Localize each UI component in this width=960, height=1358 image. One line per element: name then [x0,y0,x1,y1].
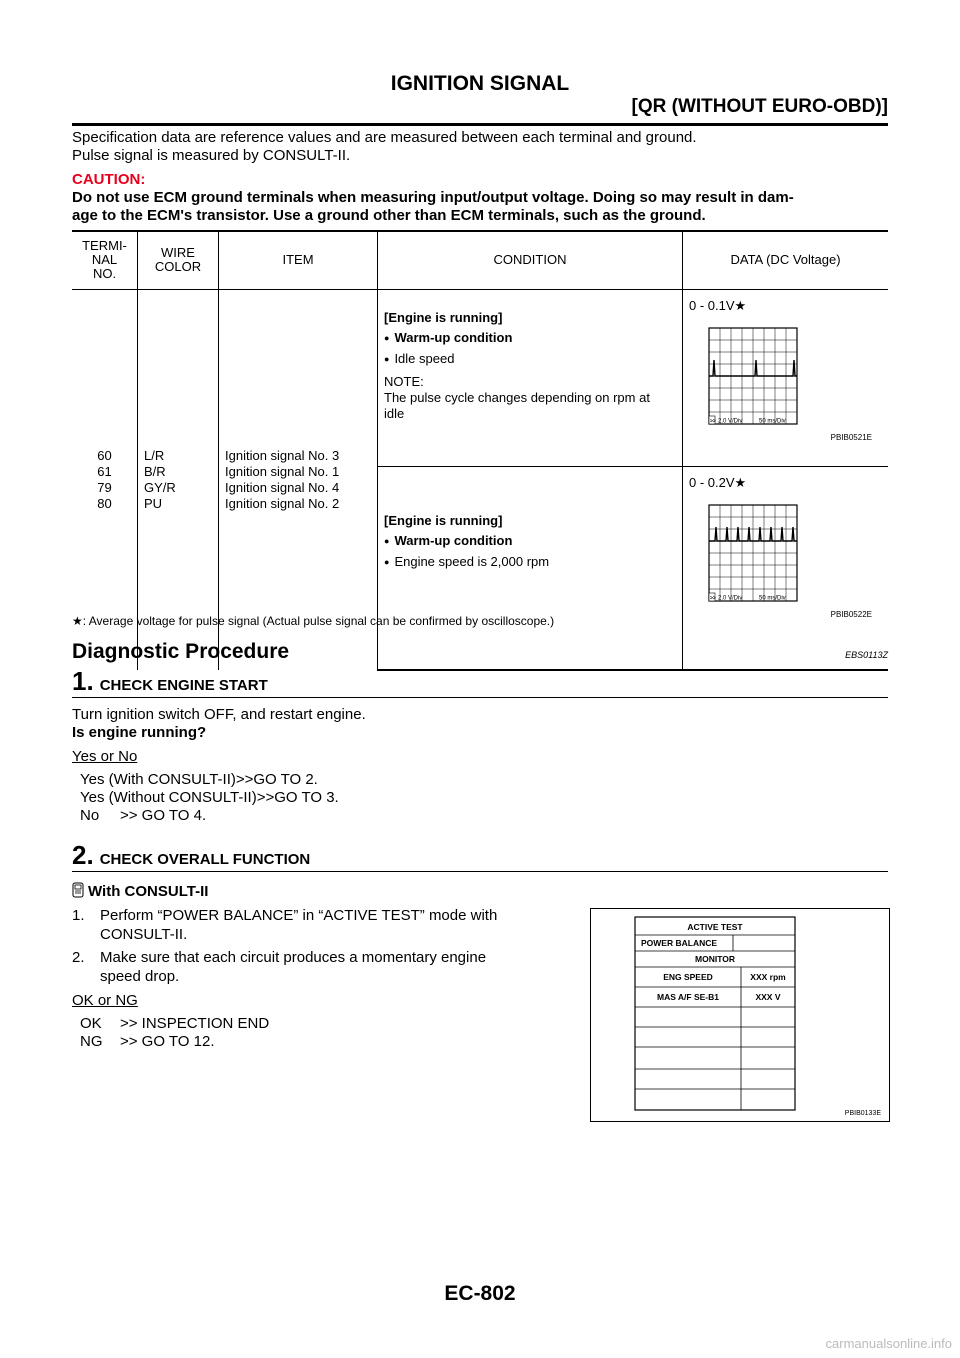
step-2-item-2: 2. Make sure that each circuit produces a momentary engine speed drop. [72,949,487,985]
data-2000rpm: 0 - 0.2V★ >> 2.0 V/Div 50 ms/Div PBIB0522E [683,467,889,671]
signal-items: Ignition signal No. 3 Ignition signal No. 1 Ignition signal No. 4 Ignition signal No. 2 [219,290,378,671]
consult-tester-icon [72,882,84,898]
step-2-answer-label: OK or NG [72,992,138,1009]
oscilloscope-waveform-idle [689,320,799,430]
col-data: DATA (DC Voltage) [683,231,889,290]
section-title: Diagnostic Procedure [72,640,290,663]
svg-text:XXX V: XXX V [755,992,781,1002]
header-rule [72,123,888,126]
step-2-answer-ok: OK >> INSPECTION END [80,1015,270,1032]
condition-idle: [Engine is running] ● Warm-up condition ● Idle speed NOTE: The pulse cycle changes depending on rpm at idle [378,290,683,467]
section-code: EBS0113Z [845,650,888,660]
page-title: IGNITION SIGNAL [390,72,570,95]
star-icon: ★ [72,614,83,628]
step-1-heading: 1. CHECK ENGINE START [72,666,268,696]
wire-colors: L/R B/R GY/R PU [138,290,219,671]
step-1-answer-yes-no-consult: Yes (Without CONSULT-II)>>GO TO 3. [80,789,339,806]
svg-text:ACTIVE TEST: ACTIVE TEST [687,922,743,932]
col-condition: CONDITION [378,231,683,290]
svg-text:50 ms/Div: 50 ms/Div [759,418,786,425]
caution-line-1: Do not use ECM ground terminals when measuring input/output voltage. Doing so may result in dam- [72,189,794,206]
svg-text:MAS A/F SE-B1: MAS A/F SE-B1 [656,992,720,1002]
caution-line-2: age to the ECM's transistor. Use a ground other than ECM terminals, such as the ground. [72,207,706,224]
terminal-numbers: 60 61 79 80 [97,448,112,511]
col-wire-color: WIRE COLOR [138,231,219,290]
oscilloscope-waveform-2000rpm [689,497,799,607]
consult-screen-figure [590,908,890,1122]
step-1-question: Is engine running? [72,724,207,741]
col-terminal: TERMI- NAL NO. [72,231,138,290]
watermark: carmanualsonline.info [825,1336,952,1351]
figure-id-2000rpm: PBIB0522E [830,610,872,619]
step-1-answer-yes-consult: Yes (With CONSULT-II)>>GO TO 2. [80,771,318,788]
svg-text:50 ms/Div: 50 ms/Div [759,595,786,602]
svg-text:>>: >> [710,595,716,602]
svg-text:ENG SPEED: ENG SPEED [663,972,713,982]
star-icon: ★ [734,475,747,490]
consult-screen-illustration [591,909,889,1121]
star-icon: ★ [734,298,747,313]
intro-line-1: Specification data are reference values and are measured between each terminal and ground. [72,129,697,146]
table-footnote: ★: Average voltage for pulse signal (Actual pulse signal can be confirmed by oscilloscope.) [72,614,555,628]
data-idle: 0 - 0.1V★ >> 2.0 V/Div 50 ms/Div PBIB0521E [683,290,889,467]
condition-2000rpm: [Engine is running] ● Warm-up condition ● Engine speed is 2,000 rpm [378,467,683,671]
svg-text:PBIB0133E: PBIB0133E [844,1110,881,1117]
svg-text:XXX rpm: XXX rpm [750,972,786,982]
step-1-text: Turn ignition switch OFF, and restart engine. [72,706,366,723]
col-item: ITEM [219,231,378,290]
page-subtitle: [QR (WITHOUT EURO-OBD)] [631,96,888,117]
svg-text:POWER BALANCE: POWER BALANCE [641,938,718,948]
svg-text:>>: >> [710,418,716,425]
step-2-item-1: 1. Perform “POWER BALANCE” in “ACTIVE TEST” mode with CONSULT-II. [72,907,498,943]
step-2-heading: 2. CHECK OVERALL FUNCTION [72,840,311,870]
step-1-answer-label: Yes or No [72,748,138,765]
svg-text:2.0 V/Div: 2.0 V/Div [718,595,743,602]
spec-table [72,231,888,671]
step-2-answer-ng: NG >> GO TO 12. [80,1033,215,1050]
with-consult-label: With CONSULT-II [72,882,208,901]
svg-text:2.0 V/Div: 2.0 V/Div [718,418,743,425]
step-2-rule [72,871,888,872]
intro-line-2: Pulse signal is measured by CONSULT-II. [72,147,351,164]
caution-label: CAUTION: [72,171,146,188]
figure-id-idle: PBIB0521E [830,433,872,442]
step-1-rule [72,697,888,698]
page-number: EC-802 [444,1282,516,1305]
svg-text:MONITOR: MONITOR [695,954,735,964]
step-1-answer-no: No >> GO TO 4. [80,807,207,824]
